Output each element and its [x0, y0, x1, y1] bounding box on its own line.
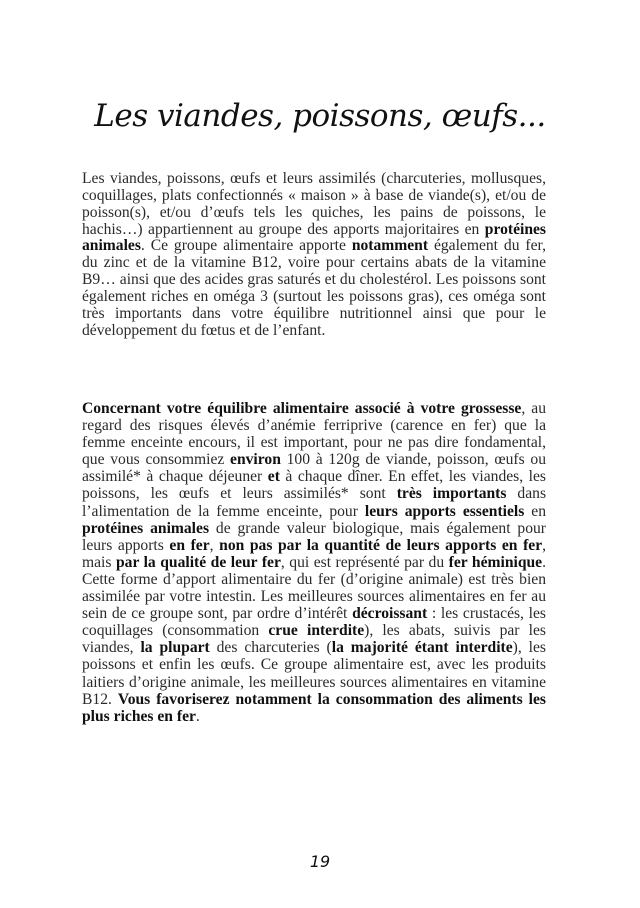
text-run: , mais [82, 536, 547, 571]
text-run: . [195, 707, 200, 725]
text-run: ), les poissons et enfin les œufs. Ce groupe alimentaire est, avec les produits laitiers d’origine animale, les meilleures sources alimentaires en vitamine B12. [82, 639, 546, 708]
text-run: Les viandes, poissons, œufs et leurs assimilés (charcuteries, mollusques, coquillages, plats confectionnés « maison » à base de viande(s), et/ou de poisson(s), et/ou d’œufs tels les quiches, les pains de poissons, le hachis…) appartiennent au groupe des apports majoritaires en [82, 170, 546, 238]
bold-text: et [267, 468, 280, 486]
text-run: : les crustacés, les coquillages (consommation [82, 605, 546, 640]
text-run: des charcuteries ( [209, 639, 332, 657]
bold-text: protéines animales [82, 519, 210, 537]
page-number: 19 [309, 852, 331, 871]
bold-text: très importants [396, 485, 507, 503]
paragraph-intro [82, 171, 546, 339]
bold-text: Concernant votre équilibre alimentaire associé à votre grossesse [82, 400, 522, 417]
bold-text: en fer [169, 536, 210, 554]
text-run: dans l’alimentation de la femme enceinte, pour [82, 485, 547, 520]
paragraph-pregnancy-iron [82, 400, 546, 725]
text-run: également du fer, du zinc et de la vitamine B12, voire pour certains abats de la vitamine B9… ainsi que des acides gras saturés et du cholestérol. Les poissons sont également riches en oméga 3 (surtout les poissons gras), ces oméga sont très importants dans votre équilibre nutritionnel ainsi que pour le développement du fœtus et de l’enfant. [82, 237, 546, 339]
text-run: ), les abats, suivis par les viandes, [82, 622, 546, 657]
text-run: 100 à 120g de viande, poisson, œufs ou assimilé* à chaque déjeuner [82, 451, 546, 486]
bold-text: non pas par la quantité de leurs apports en fer [219, 536, 543, 554]
bold-text: environ [230, 451, 281, 469]
text-run: . Cette forme d’apport alimentaire du fer (d’origine animale) est très bien assimilée par votre intestin. Les meilleures sources alimentaires en fer au sein de ce groupe sont, par ordre d’intérêt [82, 553, 546, 623]
text-run: à chaque dîner. En effet, les viandes, les poissons, les œufs et leurs assimilés* sont [82, 468, 546, 503]
bold-text: par la qualité de leur fer [115, 553, 281, 571]
text-run: , au regard des risques élevés d’anémie ferriprive (carence en fer) que la femme enceinte encours, il est important, pour ne pas dire fondamental, que vous consommiez [82, 400, 547, 469]
text-run: , [209, 536, 220, 554]
bold-text: crue interdite [268, 622, 365, 640]
bold-text: leurs apports essentiels [364, 502, 525, 520]
text-run: de grande valeur biologique, mais également pour leurs apports [82, 519, 546, 554]
bold-text: la majorité étant interdite [331, 639, 513, 657]
bold-text: protéines animales [82, 220, 546, 255]
text-run: . Ce groupe alimentaire apporte [140, 237, 352, 255]
text-run: , qui est représenté par du [280, 553, 449, 571]
bold-text: Vous favoriserez notamment la consommation des aliments les plus riches en fer [82, 690, 547, 725]
bold-text: décroissant [352, 605, 428, 623]
text-run: en [524, 502, 546, 520]
bold-text: la plupart [140, 639, 210, 657]
bold-text: notamment [351, 237, 429, 255]
bold-text: fer héminique [448, 553, 543, 571]
page-title: Les viandes, poissons, œufs... [94, 98, 546, 134]
